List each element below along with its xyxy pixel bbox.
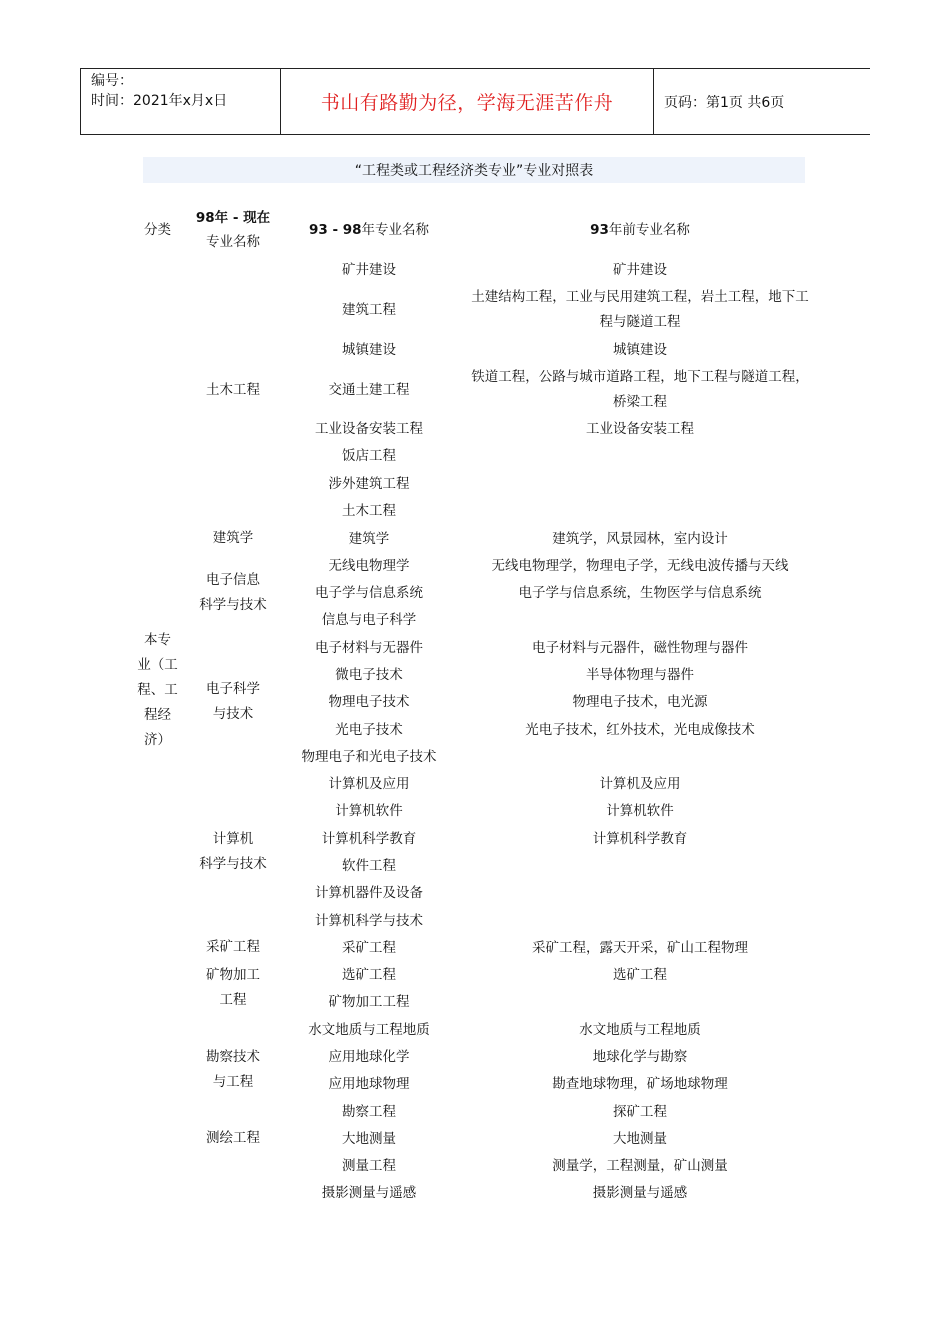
column-header-current xyxy=(183,206,283,254)
old-major-names xyxy=(455,799,825,824)
old-major-names xyxy=(455,258,825,283)
mid-major-name: 应用地球物理 xyxy=(328,1076,410,1092)
old-major-names xyxy=(455,663,825,688)
old-major-line: 矿井建设 xyxy=(613,261,667,278)
group-name-line: 科学与技术 xyxy=(199,856,267,872)
group-name-line: 与技术 xyxy=(212,706,254,722)
old-major-line: 半导体物理与器件 xyxy=(586,666,694,683)
old-major-names xyxy=(455,554,825,579)
group-name-line: 计算机 xyxy=(212,831,254,847)
old-major-line: 铁道工程，公路与城市道路工程，地下工程与隧道工程， xyxy=(471,369,809,385)
group-electronic-info xyxy=(183,568,283,618)
old-major-names xyxy=(455,527,825,552)
old-major-line: 探矿工程 xyxy=(613,1103,667,1120)
old-major-line: 电子学与信息系统，生物医学与信息系统 xyxy=(518,584,762,601)
group-name-line: 科学与技术 xyxy=(199,597,267,613)
mid-major-name: 电子材料与无器件 xyxy=(315,640,423,656)
group-exploration xyxy=(183,1045,283,1095)
old-major-names xyxy=(455,963,825,988)
page-info: 页码：第1页 共6页 xyxy=(664,94,785,111)
old-major-names xyxy=(455,827,825,852)
mid-major-name: 测量工程 xyxy=(342,1158,396,1174)
old-major-names xyxy=(455,1018,825,1043)
old-major-names xyxy=(455,417,825,442)
mid-major-name: 采矿工程 xyxy=(342,940,396,956)
year-range-mid: 93 - 98 xyxy=(308,222,362,238)
old-major-line: 摄影测量与遥感 xyxy=(592,1184,688,1201)
mid-major-name: 勘察工程 xyxy=(342,1104,396,1120)
mid-major-name: 电子学与信息系统 xyxy=(315,585,423,601)
old-major-line: 建筑学，风景园林，室内设计 xyxy=(552,530,728,547)
mid-major-name: 无线电物理学 xyxy=(328,558,410,574)
old-major-line: 大地测量 xyxy=(613,1130,667,1147)
column-header-mid-text: 年专业名称 xyxy=(361,222,430,238)
mid-major-name: 城镇建设 xyxy=(342,342,396,358)
header-meta-cell xyxy=(81,69,281,134)
old-major-line: 勘查地球物理，矿场地球物理 xyxy=(552,1075,728,1092)
old-major-line: 土建结构工程，工业与民用建筑工程，岩土工程，地下工 xyxy=(471,289,809,305)
old-major-line: 水文地质与工程地质 xyxy=(579,1021,701,1038)
category-label-line: 本专 xyxy=(144,632,171,648)
group-name-line: 土木工程 xyxy=(206,382,260,398)
old-major-names xyxy=(455,1127,825,1152)
group-name-line: 测绘工程 xyxy=(206,1130,260,1146)
group-name-line: 工程 xyxy=(219,992,247,1008)
old-major-names xyxy=(455,285,825,335)
group-civil-engineering xyxy=(183,378,283,403)
old-major-names xyxy=(455,1181,825,1206)
old-major-names xyxy=(455,1154,825,1179)
old-major-names xyxy=(455,718,825,743)
group-mineral-processing xyxy=(183,963,283,1013)
column-header-current-line1 xyxy=(183,206,283,230)
year-range-current: 98年 - 现在 xyxy=(195,210,271,226)
column-header-old xyxy=(455,218,825,242)
mid-major-name: 涉外建筑工程 xyxy=(328,476,410,492)
old-major-names xyxy=(455,581,825,606)
group-name-line: 建筑学 xyxy=(212,530,254,546)
old-major-line: 工业设备安装工程 xyxy=(586,420,694,437)
mid-major-name: 大地测量 xyxy=(342,1131,396,1147)
group-surveying xyxy=(183,1126,283,1151)
header-table xyxy=(80,68,870,135)
mid-major-name: 应用地球化学 xyxy=(328,1049,410,1065)
old-major-names xyxy=(455,690,825,715)
old-major-names xyxy=(455,1072,825,1097)
old-major-line: 计算机软件 xyxy=(606,802,674,819)
category-label-line: 济） xyxy=(144,732,171,748)
old-major-line: 计算机科学教育 xyxy=(592,830,688,847)
mid-major-name: 计算机及应用 xyxy=(328,776,410,792)
category-label xyxy=(130,628,185,753)
old-major-names xyxy=(455,772,825,797)
mid-major-name: 物理电子技术 xyxy=(328,694,410,710)
number-label: 编号： xyxy=(91,73,133,89)
mid-major-name: 光电子技术 xyxy=(335,722,403,738)
mid-major-name: 矿物加工工程 xyxy=(328,994,410,1010)
category-label-line: 业（工 xyxy=(137,657,178,673)
old-major-line: 光电子技术，红外技术，光电成像技术 xyxy=(525,721,755,738)
group-name-line: 电子信息 xyxy=(206,572,260,588)
group-name-line: 采矿工程 xyxy=(206,939,260,955)
old-major-names xyxy=(455,1045,825,1070)
old-major-line: 地球化学与勘察 xyxy=(592,1048,688,1065)
mid-major-name: 软件工程 xyxy=(342,858,396,874)
document-title: “工程类或工程经济类专业”专业对照表 xyxy=(143,157,805,183)
old-major-line: 电子材料与元器件，磁性物理与器件 xyxy=(532,639,748,656)
old-major-names xyxy=(455,1100,825,1125)
old-major-line: 选矿工程 xyxy=(613,966,667,983)
old-major-line: 桥梁工程 xyxy=(613,394,667,410)
old-major-names xyxy=(455,936,825,961)
mid-major-name: 摄影测量与遥感 xyxy=(321,1185,417,1201)
group-name-line: 矿物加工 xyxy=(206,967,260,983)
time-label: 时间：2021年x月x日 xyxy=(91,93,228,109)
category-label-line: 程经 xyxy=(144,707,171,723)
group-mining xyxy=(183,935,283,960)
mid-major-name: 微电子技术 xyxy=(335,667,403,683)
group-electronic-science xyxy=(183,677,283,727)
group-architecture xyxy=(183,526,283,551)
mid-major-name: 物理电子和光电子技术 xyxy=(301,749,437,765)
column-header-mid xyxy=(280,218,458,242)
mid-major-name: 交通土建工程 xyxy=(328,382,410,398)
old-major-line: 采矿工程，露天开采，矿山工程物理 xyxy=(532,939,748,956)
mid-major-name: 信息与电子科学 xyxy=(321,612,417,628)
group-name-line: 与工程 xyxy=(212,1074,254,1090)
column-header-current-line2: 专业名称 xyxy=(206,234,260,250)
mid-major-name: 计算机科学与技术 xyxy=(315,913,423,929)
column-header-category: 分类 xyxy=(144,222,171,238)
mid-major-name: 计算机软件 xyxy=(335,803,403,819)
mid-major-name: 水文地质与工程地质 xyxy=(308,1022,430,1038)
category-label-line: 程、工 xyxy=(137,682,178,698)
group-name-line: 电子科学 xyxy=(206,681,260,697)
old-major-line: 无线电物理学，物理电子学，无线电波传播与天线 xyxy=(491,557,789,574)
mid-major-name: 矿井建设 xyxy=(342,262,396,278)
mid-major-name: 计算机科学教育 xyxy=(321,831,417,847)
mid-major-name: 建筑工程 xyxy=(342,302,396,318)
old-major-names xyxy=(455,636,825,661)
old-major-names xyxy=(455,365,825,415)
old-major-line: 程与隧道工程 xyxy=(599,314,681,330)
column-header-old-text: 年前专业名称 xyxy=(608,222,690,238)
old-major-line: 城镇建设 xyxy=(613,341,667,358)
motto: 书山有路勤为径，学海无涯苦作舟 xyxy=(281,69,654,134)
mid-major-name: 建筑学 xyxy=(348,531,390,547)
mid-major-name: 土木工程 xyxy=(342,503,396,519)
group-name-line: 勘察技术 xyxy=(206,1049,260,1065)
mid-major-name: 计算机器件及设备 xyxy=(315,885,423,901)
old-major-line: 物理电子技术，电光源 xyxy=(572,693,708,710)
old-major-line: 计算机及应用 xyxy=(599,775,681,792)
old-major-line: 测量学，工程测量，矿山测量 xyxy=(552,1157,728,1174)
mid-major-name: 选矿工程 xyxy=(342,967,396,983)
mid-major-name: 饭店工程 xyxy=(342,448,396,464)
old-major-names xyxy=(455,338,825,363)
year-old: 93 xyxy=(590,222,609,238)
group-computer-science xyxy=(183,827,283,877)
mid-major-name: 工业设备安装工程 xyxy=(315,421,423,437)
